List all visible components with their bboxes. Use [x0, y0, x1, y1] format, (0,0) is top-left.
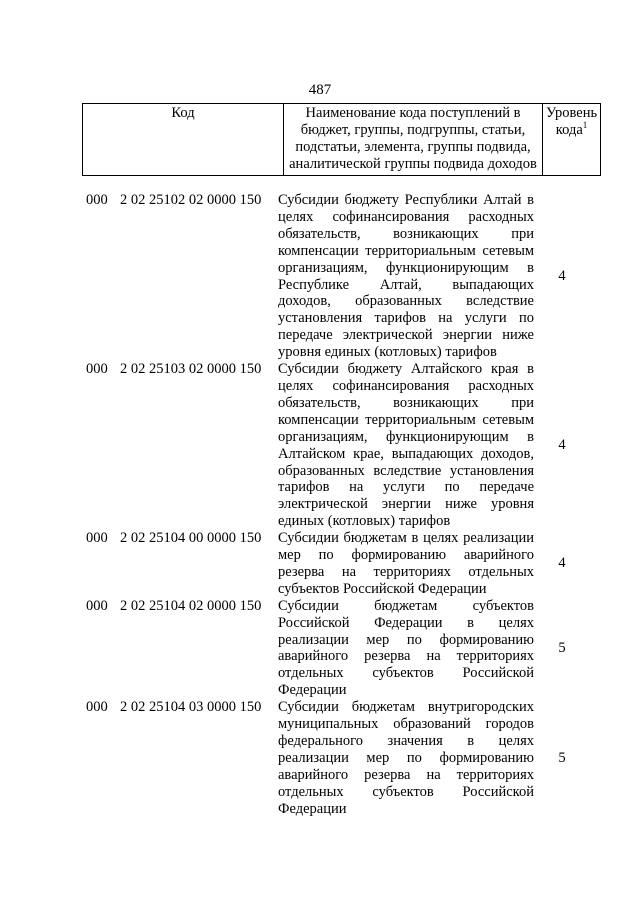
- income-name: Субсидии бюджету Республики Алтай в целях софинансирования расходных обязательств, возникающих при компенсации территориальным сетевым организациям, функционирующим в Республике Алтай, выпадающих доходов, образованных вследствие установления тарифов на услуги по передаче электрической энергии ниже уровня единых (котловых) тарифов: [278, 192, 534, 361]
- code-level: 4: [558, 437, 566, 454]
- admin-code: 000: [86, 530, 108, 547]
- income-name: Субсидии бюджетам внутригородских муниципальных образований городов федерального значения в целях реализации мер по формированию аварийного резерва на территориях отдельных субъектов Российской Федерации: [278, 699, 534, 817]
- income-code: 2 02 25104 02 0000 150: [120, 597, 262, 614]
- code-level: 5: [558, 640, 566, 657]
- income-name: Субсидии бюджетам в целях реализации мер по формированию аварийного резерва на территориях отдельных субъектов Российской Федерации: [278, 530, 534, 597]
- footnote-marker: 1: [582, 120, 588, 131]
- header-code: Код: [83, 104, 284, 176]
- header-level: [543, 104, 601, 176]
- page-number: 487: [308, 82, 332, 98]
- header-name: Наименование кода поступлений в бюджет, группы, подгруппы, статьи, подстатьи, элемента, группы подвида, аналитической группы подвида доходов: [284, 104, 543, 176]
- admin-code: 000: [86, 699, 108, 716]
- income-name: Субсидии бюджету Алтайского края в целях софинансирования расходных обязательств, возникающих при компенсации территориальным сетевым организациям, функционирующим в Алтайском крае, выпадающих доходов, образованных вследствие установления тарифов на услуги по передаче электрической энергии ниже уровня единых (котловых) тарифов: [278, 361, 534, 530]
- income-code: 2 02 25104 03 0000 150: [120, 699, 262, 716]
- code-level: 5: [558, 749, 566, 766]
- income-code: 2 02 25104 00 0000 150: [120, 530, 262, 547]
- admin-code: 000: [86, 597, 108, 614]
- income-code: 2 02 25102 02 0000 150: [120, 192, 262, 208]
- table-row: [82, 530, 590, 598]
- table-body: [82, 192, 590, 818]
- table-row: [82, 699, 590, 817]
- code-level: 4: [558, 268, 566, 285]
- table-row: [82, 361, 590, 530]
- admin-code: 000: [86, 361, 108, 378]
- code-level: 4: [558, 555, 566, 572]
- income-name: Субсидии бюджетам субъектов Российской Федерации в целях реализации мер по формированию аварийного резерва на территориях отдельных субъектов Российской Федерации: [278, 597, 534, 699]
- income-code: 2 02 25103 02 0000 150: [120, 361, 262, 378]
- admin-code: 000: [86, 192, 108, 208]
- table-row: [82, 598, 590, 699]
- table-header: [82, 103, 601, 176]
- table-row: [82, 192, 590, 361]
- header-level-label: Уровень кода: [546, 105, 598, 138]
